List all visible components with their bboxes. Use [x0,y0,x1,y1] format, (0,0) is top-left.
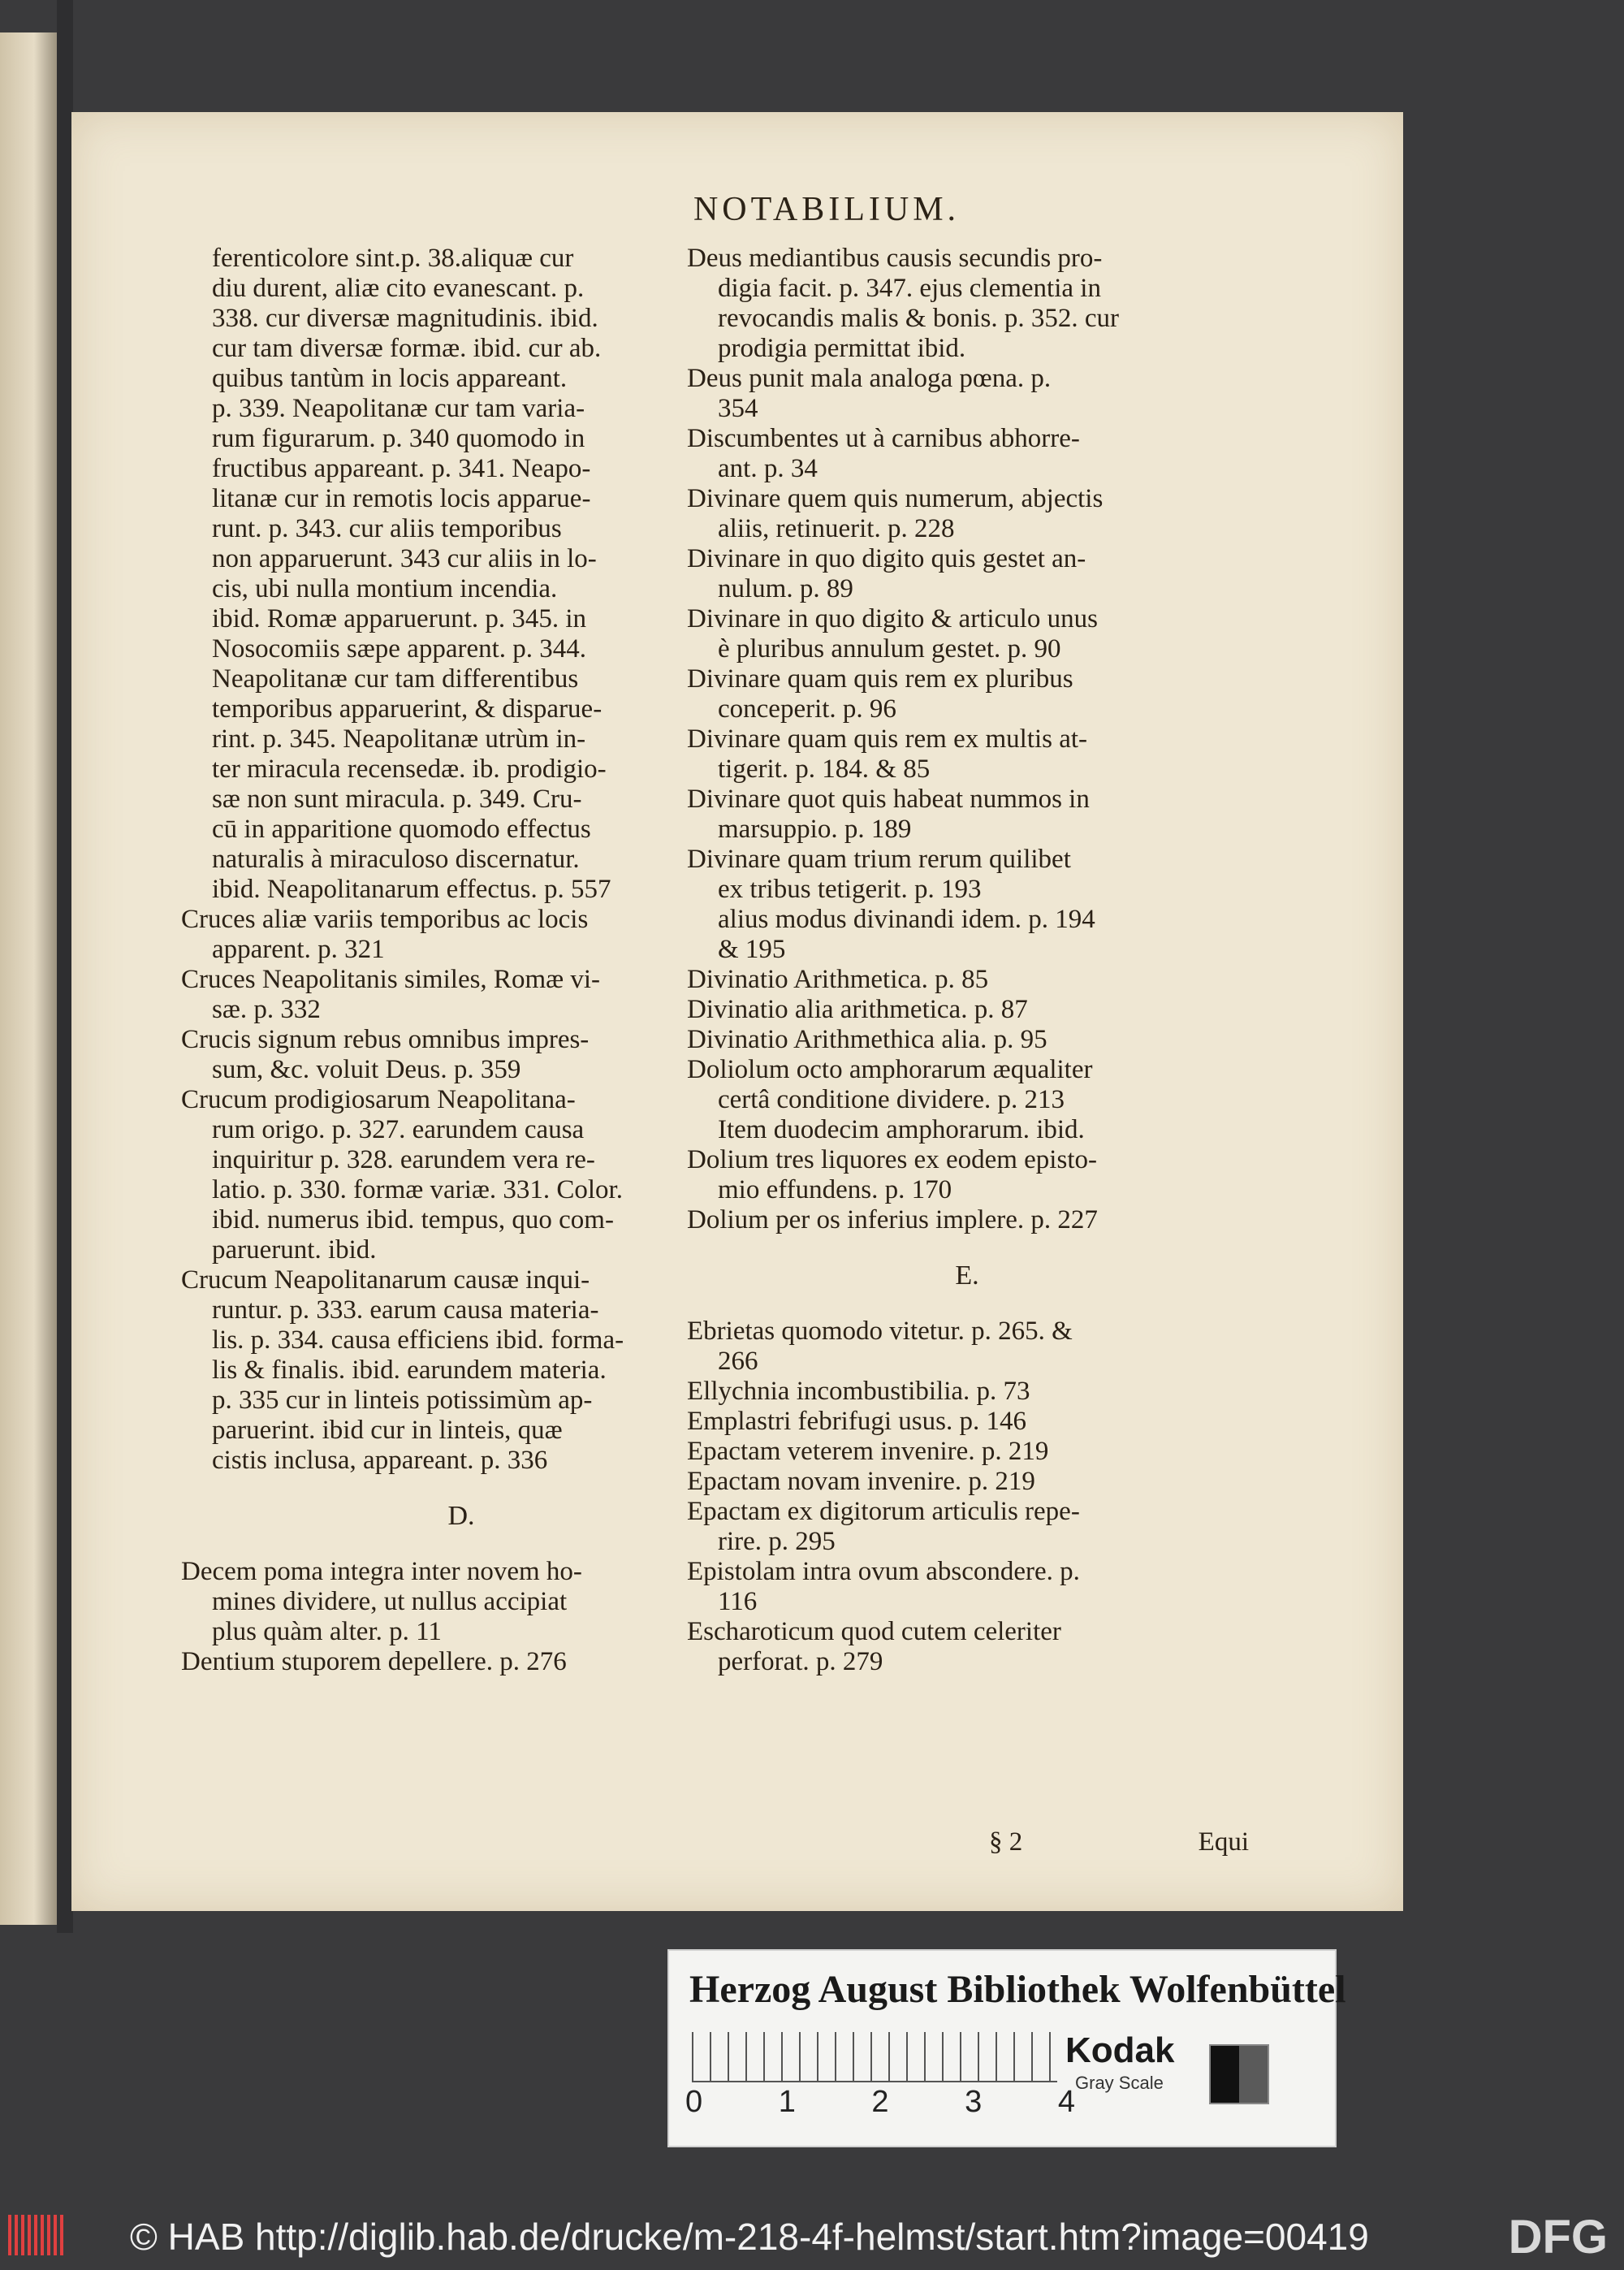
index-line: diu durent, aliæ cito evanescant. p. [212,274,585,303]
index-line: è pluribus annulum gestet. p. 90 [718,634,1061,664]
index-line: fructibus appareant. p. 341. Neapo- [212,454,591,483]
index-line: digia facit. p. 347. ejus clementia in [718,274,1101,303]
left-column [181,244,741,1677]
library-name: Herzog August Bibliothek Wolfenbüttel [689,1968,1346,2011]
index-line: mio effundens. p. 170 [718,1175,952,1204]
index-line: Epactam ex digitorum articulis repe- [687,1497,1080,1526]
index-line: sæ non sunt miracula. p. 349. Cru- [212,785,582,814]
index-line: ant. p. 34 [718,454,818,483]
index-line: p. 335 cur in linteis potissimùm ap- [212,1386,593,1415]
index-line: paruerunt. ibid. [212,1235,377,1265]
index-line: Deus mediantibus causis secundis pro- [687,244,1103,273]
index-line: revocandis malis & bonis. p. 352. cur [718,304,1120,333]
index-line: ibid. Neapolitanarum effectus. p. 557 [212,875,611,904]
index-line: ibid. numerus ibid. tempus, quo com- [212,1205,614,1234]
index-line: sæ. p. 332 [212,995,321,1024]
index-line: rint. p. 345. Neapolitanæ utrùm in- [212,724,586,754]
footer-copyright-url[interactable]: © HAB http://diglib.hab.de/drucke/m-218-4f-helmst/start.htm?image=00419 [130,2216,1369,2258]
binding-gutter [57,0,73,1933]
footer-bar [0,2205,1624,2270]
index-line: Cruces Neapolitanis similes, Romæ vi- [181,965,601,994]
ruler-number: 2 [871,2085,889,2119]
ruler-number: 4 [1057,2085,1075,2119]
index-line: latio. p. 330. formæ variæ. 331. Color. [212,1175,623,1204]
index-line: & 195 [718,935,786,964]
index-line: 354 [718,394,758,423]
index-line: Divinare in quo digito & articulo unus [687,604,1098,633]
index-line: marsuppio. p. 189 [718,815,912,844]
barcode-icon [8,2215,65,2255]
index-line: Divinare quam quis rem ex pluribus [687,664,1073,694]
index-line: ex tribus tetigerit. p. 193 [718,875,982,904]
index-line: runtur. p. 333. earum causa materia- [212,1295,599,1325]
index-line: 266 [718,1347,758,1376]
index-line: runt. p. 343. cur aliis temporibus [212,514,562,543]
index-line: Divinatio Arithmetica. p. 85 [687,965,989,994]
ruler-numbers [685,2085,1075,2120]
index-line: aliis, retinuerit. p. 228 [718,514,955,543]
index-line: Ellychnia incombustibilia. p. 73 [687,1377,1030,1406]
index-line: sum, &c. voluit Deus. p. 359 [212,1055,521,1084]
index-line: Crucis signum rebus omnibus impres- [181,1025,590,1054]
index-line: Dolium per os inferius implere. p. 227 [687,1205,1098,1234]
index-line: Decem poma integra inter novem ho- [181,1557,582,1586]
scale-ruler [692,2032,1057,2082]
index-line: Doliolum octo amphorarum æqualiter [687,1055,1093,1084]
index-line: Crucum Neapolitanarum causæ inqui- [181,1265,590,1295]
ruler-number: 0 [685,2085,703,2119]
index-line: Emplastri febrifugi usus. p. 146 [687,1407,1026,1436]
index-line: inquiritur p. 328. earundem vera re- [212,1145,595,1174]
index-line: lis & finalis. ibid. earundem materia. [212,1356,607,1385]
index-line: mines dividere, ut nullus accipiat [212,1587,568,1616]
index-line: Escharoticum quod cutem celeriter [687,1617,1061,1646]
kodak-brand: Kodak [1065,2030,1175,2070]
index-line: Nosocomiis sæpe apparent. p. 344. [212,634,587,664]
gray-swatch [1209,2044,1269,2104]
index-line: Divinare quam trium rerum quilibet [687,845,1071,874]
index-line: cur tam diversæ formæ. ibid. cur ab. [212,334,602,363]
index-line: Divinatio Arithmethica alia. p. 95 [687,1025,1047,1054]
index-line: 116 [718,1587,758,1616]
catchword: Equi [1198,1827,1249,1857]
index-line: rum figurarum. p. 340 quomodo in [212,424,585,453]
running-head: NOTABILIUM. [693,191,961,228]
index-line: alius modus divinandi idem. p. 194 [718,905,1095,934]
index-line: Crucum prodigiosarum Neapolitana- [181,1085,576,1114]
index-line: Neapolitanæ cur tam differentibus [212,664,579,694]
index-line: Divinare quot quis habeat nummos in [687,785,1090,814]
index-line: Divinare quam quis rem ex multis at- [687,724,1088,754]
index-line: apparent. p. 321 [212,935,385,964]
index-line: rire. p. 295 [718,1527,836,1556]
signature-mark: § 2 [989,1827,1023,1857]
index-line: p. 339. Neapolitanæ cur tam varia- [212,394,585,423]
book-page [71,112,1403,1911]
index-line: tigerit. p. 184. & 85 [718,755,931,784]
index-line: Epistolam intra ovum abscondere. p. [687,1557,1080,1586]
index-line: rum origo. p. 327. earundem causa [212,1115,585,1144]
index-line: Divinare quem quis numerum, abjectis [687,484,1104,513]
index-line: non apparuerunt. 343 cur aliis in lo- [212,544,597,573]
index-line: Ebrietas quomodo vitetur. p. 265. & [687,1317,1073,1346]
index-line: Deus punit mala analoga pœna. p. [687,364,1052,393]
index-line: 338. cur diversæ magnitudinis. ibid. [212,304,598,333]
index-line: Divinatio alia arithmetica. p. 87 [687,995,1028,1024]
index-line: Epactam novam invenire. p. 219 [687,1467,1035,1496]
dfg-logo: DFG [1508,2211,1608,2264]
index-line: quibus tantùm in locis appareant. [212,364,568,393]
index-line: ferenticolore sint.p. 38.aliquæ cur [212,244,574,273]
index-line: naturalis à miraculoso discernatur. [212,845,580,874]
index-line: paruerint. ibid cur in linteis, quæ [212,1416,563,1445]
index-line: cistis inclusa, appareant. p. 336 [212,1446,548,1475]
index-line: Dentium stuporem depellere. p. 276 [181,1647,567,1676]
index-line: ter miracula recensedæ. ib. prodigio- [212,755,607,784]
index-line: nulum. p. 89 [718,574,853,603]
index-line: temporibus apparuerint, & disparue- [212,694,603,724]
index-line: Dolium tres liquores ex eodem episto- [687,1145,1097,1174]
adjacent-page-edge [0,32,57,1925]
index-line: ibid. Romæ apparuerunt. p. 345. in [212,604,587,633]
section-letter-e: E. [955,1260,979,1291]
index-line: plus quàm alter. p. 11 [212,1617,442,1646]
library-color-card [667,1949,1346,2147]
index-line: lis. p. 334. causa efficiens ibid. forma- [212,1325,624,1355]
index-line: cū in apparitione quomodo effectus [212,815,591,844]
index-line: perforat. p. 279 [718,1647,883,1676]
index-line: prodigia permittat ibid. [718,334,966,363]
index-line: Divinare in quo digito quis gestet an- [687,544,1086,573]
index-line: Cruces aliæ variis temporibus ac locis [181,905,589,934]
index-line: Epactam veterem invenire. p. 219 [687,1437,1049,1466]
section-letter-d: D. [447,1501,475,1531]
ruler-number: 1 [778,2085,796,2119]
index-line: litanæ cur in remotis locis apparue- [212,484,591,513]
index-line: certâ conditione dividere. p. 213 [718,1085,1065,1114]
ruler-number: 3 [965,2085,983,2119]
index-line: conceperit. p. 96 [718,694,896,724]
gray-scale-label: Gray Scale [1075,2073,1164,2093]
index-line: cis, ubi nulla montium incendia. [212,574,558,603]
index-line: Item duodecim amphorarum. ibid. [718,1115,1085,1144]
index-line: Discumbentes ut à carnibus abhorre- [687,424,1080,453]
right-column [687,244,1247,1677]
